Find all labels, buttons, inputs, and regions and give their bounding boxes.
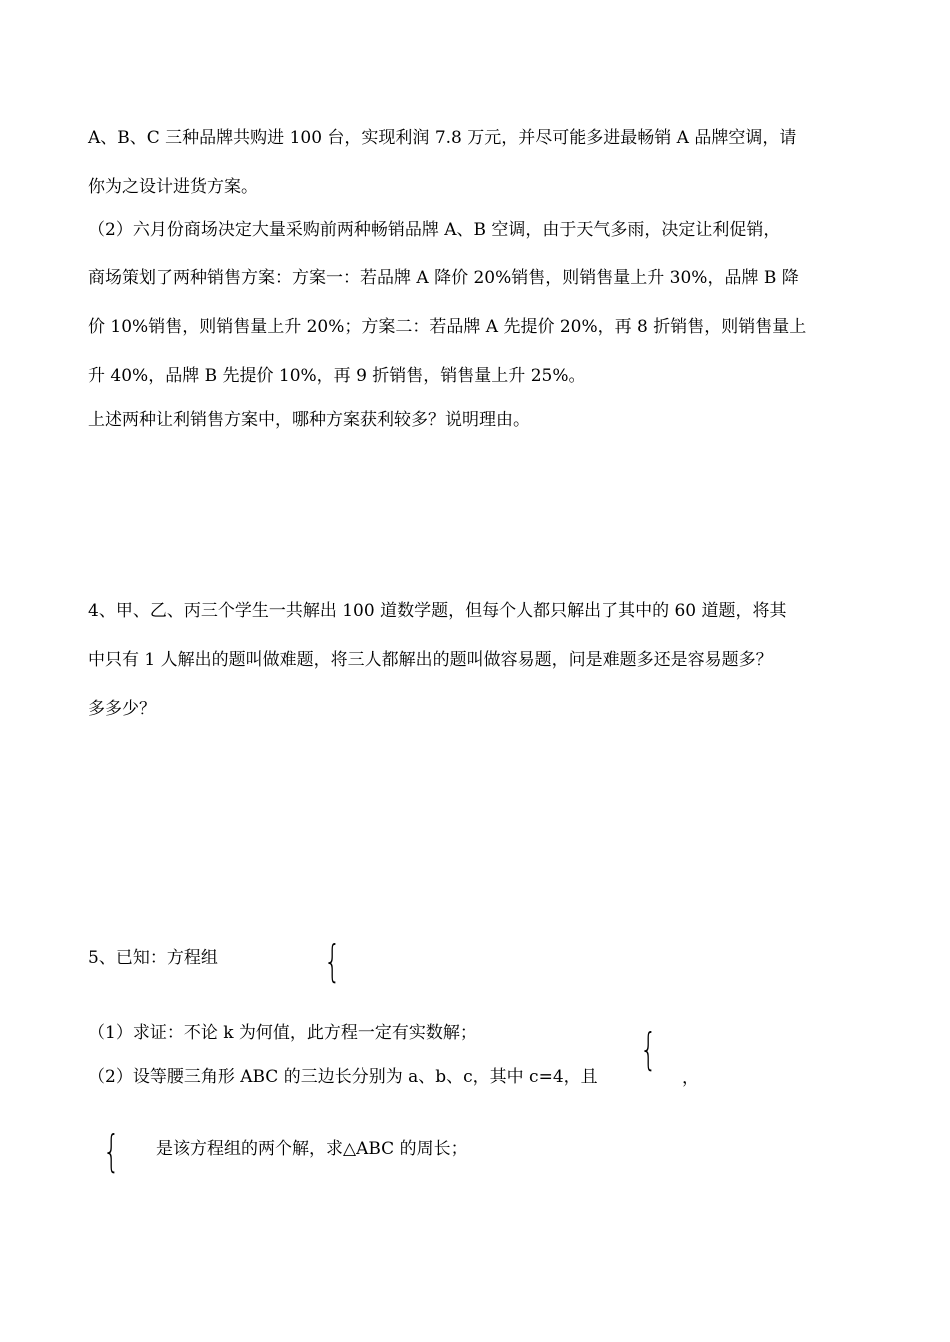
- problem5-part1: （1）求证：不论 k 为何值，此方程一定有实数解；: [88, 1023, 477, 1043]
- problem3-part2-line-4: 升 40%，品牌 B 先提价 10%，再 9 折销售，销售量上升 25%。: [88, 366, 586, 386]
- problem3-part2-line-1: （2）六月份商场决定大量采购前两种畅销品牌 A、B 空调，由于天气多雨，决定让利促销，: [88, 220, 781, 240]
- part2-comma: ，: [682, 1068, 699, 1088]
- problem4-line-1: 4、甲、乙、丙三个学生一共解出 100 道数学题，但每个人都只解出了其中的 60 道题，将其: [88, 601, 787, 621]
- problem4-line-3: 多多少？: [88, 699, 156, 719]
- problem3-line-2: 你为之设计进货方案。: [88, 177, 258, 197]
- problem3-line-1: A、B、C 三种品牌共购进 100 台，实现利润 7.8 万元，并尽可能多进最畅销 A 品牌空调，请: [88, 128, 797, 148]
- problem5-part3: 是该方程组的两个解，求△ABC 的周长；: [156, 1139, 468, 1159]
- problem3-question: 上述两种让利销售方案中，哪种方案获利较多？说明理由。: [88, 410, 530, 430]
- problem3-part2-line-2: 商场策划了两种销售方案：方案一：若品牌 A 降价 20%销售，则销售量上升 30%，品牌 B 降: [88, 268, 799, 288]
- part3-brace-icon: {: [103, 1126, 120, 1177]
- problem3-part2-line-3: 价 10%销售，则销售量上升 20%；方案二：若品牌 A 先提价 20%，再 8 折销售，则销售量上: [88, 317, 807, 337]
- part2-brace-icon: {: [640, 1024, 657, 1075]
- system-brace-icon: {: [324, 936, 341, 987]
- problem5-intro: 5、已知：方程组: [88, 948, 218, 968]
- problem5-part2: （2）设等腰三角形 ABC 的三边长分别为 a、b、c，其中 c=4，且: [88, 1067, 598, 1087]
- problem4-line-2: 中只有 1 人解出的题叫做难题，将三人都解出的题叫做容易题，问是难题多还是容易题多？: [88, 650, 773, 670]
